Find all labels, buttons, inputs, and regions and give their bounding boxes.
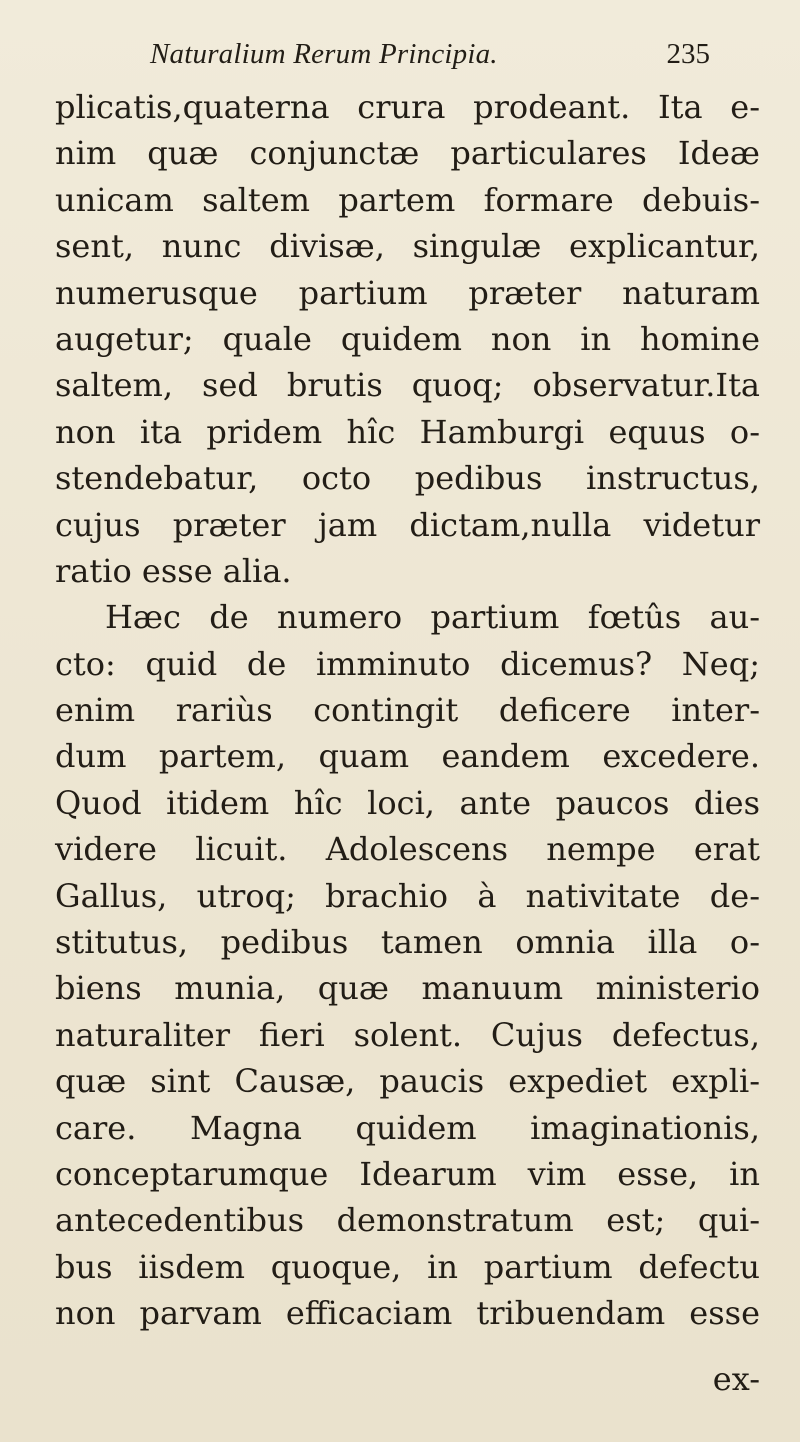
- text-line: non ita pridem hîc Hamburgi equus o-: [55, 412, 760, 451]
- text-line: stitutus, pedibus tamen omnia illa o-: [55, 923, 760, 962]
- text-line: antecedentibus demonstratum est; qui-: [55, 1201, 760, 1240]
- text-line: cujus præter jam dictam,nulla videtur: [55, 505, 760, 544]
- text-line: non parvam efficaciam tribuendam esse: [55, 1294, 760, 1333]
- text-line: ratio esse alia.: [55, 551, 292, 590]
- text-line: stendebatur, octo pedibus instructus,: [55, 459, 760, 498]
- text-line: saltem, sed brutis quoq; observatur.Ita: [55, 366, 760, 405]
- text-line: dum partem, quam eandem excedere.: [55, 737, 760, 776]
- text-line: nim quæ conjunctæ particulares Ideæ: [55, 134, 760, 173]
- text-line: quæ sint Causæ, paucis expediet expli-: [55, 1062, 760, 1101]
- text-line: biens munia, quæ manuum ministerio: [55, 969, 760, 1008]
- text-line: cto: quid de imminuto dicemus? Neq;: [55, 644, 760, 683]
- text-line: numerusque partium præter naturam: [55, 273, 760, 312]
- text-line: conceptarumque Idearum vim esse, in: [55, 1154, 760, 1193]
- text-line: care. Magna quidem imaginationis,: [55, 1108, 760, 1147]
- text-line: sent, nunc divisæ, singulæ explicantur,: [55, 227, 760, 266]
- running-head-title: Naturalium Rerum Principia.: [150, 38, 498, 70]
- text-line: plicatis,quaterna crura prodeant. Ita e-: [55, 88, 760, 126]
- text-line: naturaliter fieri solent. Cujus defectus,: [55, 1015, 760, 1054]
- page-number: 235: [666, 38, 710, 70]
- running-head: [150, 38, 710, 78]
- text-line: enim rariùs contingit deficere inter-: [55, 691, 760, 730]
- text-line: Gallus, utroq; brachio à nativitate de-: [55, 876, 760, 915]
- body-text: [55, 84, 760, 1337]
- paragraph-first-line: Hæc de numero partium fœtûs au-: [105, 598, 760, 637]
- catchword: ex-: [712, 1360, 760, 1398]
- text-line: videre licuit. Adolescens nempe erat: [55, 830, 760, 869]
- text-line: bus iisdem quoque, in partium defectu: [55, 1247, 760, 1286]
- text-line: augetur; quale quidem non in homine: [55, 319, 760, 358]
- text-line: unicam saltem partem formare debuis-: [55, 180, 760, 219]
- text-line: Quod itidem hîc loci, ante paucos dies: [55, 783, 760, 822]
